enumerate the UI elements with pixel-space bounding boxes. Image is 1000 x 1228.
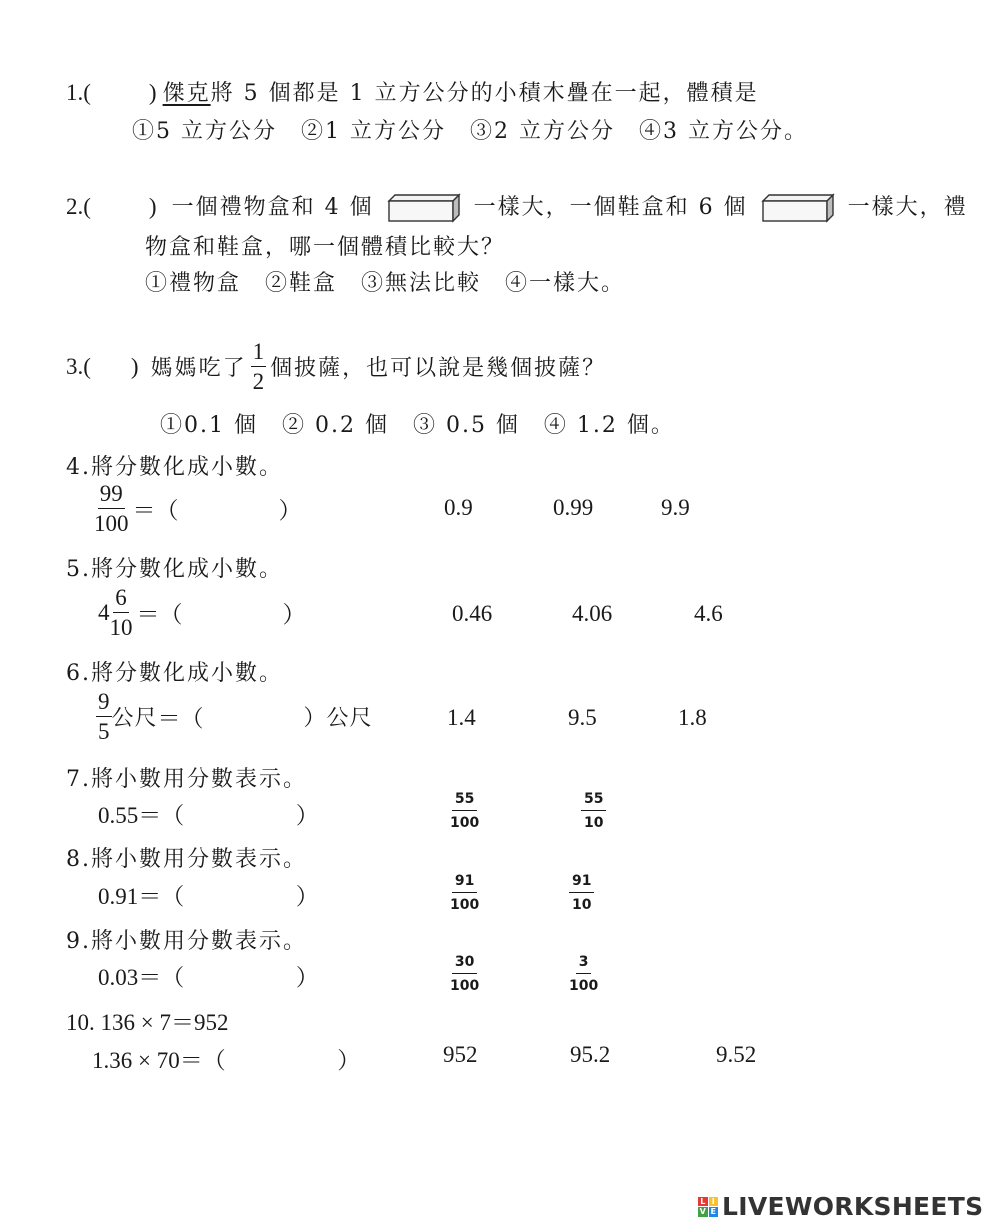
q4-expression xyxy=(94,482,302,535)
q3-line1 xyxy=(66,340,606,393)
liveworksheets-logo xyxy=(698,1192,983,1221)
q3-text-b: 個披薩，也可以說是幾個披薩？ xyxy=(270,356,607,381)
q6-choice-2[interactable]: 9.5 xyxy=(568,705,597,730)
q5-close: ） xyxy=(282,602,306,627)
q10-expr: 1.36 × 70＝（ xyxy=(92,1048,226,1073)
q3-text-a: 媽媽吃了 xyxy=(150,356,247,381)
q6-close: ）公尺 xyxy=(303,705,373,730)
q9-expression xyxy=(98,959,319,992)
q2-text-a: 一個禮物盒和 4 個 xyxy=(171,195,374,220)
q10-expression xyxy=(92,1042,360,1075)
q8-choice-1[interactable]: $\frac{91}{100}$ xyxy=(450,873,480,913)
q10-choice-1[interactable]: 952 xyxy=(443,1042,478,1067)
q2-number: 2.( xyxy=(66,194,91,219)
q2-line2: 物盒和鞋盒，哪一個體積比較大？ xyxy=(145,235,506,260)
q4-choice-1[interactable]: 0.9 xyxy=(444,495,473,520)
q5-expression xyxy=(98,586,306,639)
q6-expression xyxy=(96,690,373,743)
q10-choice-2[interactable]: 95.2 xyxy=(570,1042,611,1067)
q1-line1 xyxy=(66,76,759,107)
q6-fraction: $\frac{9}{5}$ xyxy=(98,689,110,744)
q7-choice-2[interactable]: $\frac{55}{10}$ xyxy=(581,792,606,830)
q4-choice-2[interactable]: 0.99 xyxy=(553,495,594,520)
q10-title: 10. 136 × 7＝952 xyxy=(66,1010,229,1035)
q1-options: ①5 立方公分 ②1 立方公分 ③2 立方公分 ④3 立方公分。 xyxy=(132,119,808,144)
q8-title: 8.將小數用分數表示。 xyxy=(66,847,307,872)
block-icon xyxy=(387,193,461,223)
q1-text: 將 5 個都是 1 立方公分的小積木疊在一起，體積是 xyxy=(210,81,759,106)
q3-close: ) xyxy=(130,353,139,379)
q7-title: 7.將小數用分數表示。 xyxy=(66,767,307,792)
q10-choice-3[interactable]: 9.52 xyxy=(716,1042,757,1067)
q1-number: 1.( xyxy=(66,80,91,105)
q5-title: 5.將分數化成小數。 xyxy=(66,557,283,582)
block-icon xyxy=(761,193,835,223)
q6-choice-3[interactable]: 1.8 xyxy=(678,705,707,730)
q5-whole: 4 xyxy=(98,599,110,625)
q1-close: ) xyxy=(148,80,157,105)
q4-equals: ＝（ xyxy=(132,498,179,523)
q1-name: 傑克 xyxy=(162,81,211,106)
q2-line1 xyxy=(66,190,968,223)
q9-expr: 0.03＝（ xyxy=(98,965,185,990)
q8-expression xyxy=(98,878,319,911)
q8-close: ） xyxy=(295,884,319,909)
q8-expr: 0.91＝（ xyxy=(98,884,185,909)
q4-title: 4.將分數化成小數。 xyxy=(66,455,283,480)
q5-choice-2[interactable]: 4.06 xyxy=(572,601,613,626)
q7-choice-1[interactable]: $\frac{55}{100}$ xyxy=(450,791,480,831)
brand-name: LIVEWORKSHEETS xyxy=(722,1192,984,1221)
q2-text-b: 一樣大，一個鞋盒和 6 個 xyxy=(473,195,748,220)
q5-choice-3[interactable]: 4.6 xyxy=(694,601,723,626)
q7-expr: 0.55＝（ xyxy=(98,803,185,828)
q2-options: ①禮物盒 ②鞋盒 ③無法比較 ④一樣大。 xyxy=(145,271,626,296)
liveworksheets-mark-icon: L I V E xyxy=(698,1197,718,1217)
q8-choice-2[interactable]: $\frac{91}{10}$ xyxy=(569,874,594,912)
q3-fraction: $\frac{1}{2}$ xyxy=(252,339,265,394)
q4-fraction: $\frac{99}{100}$ xyxy=(94,481,129,536)
q2-close: ) xyxy=(148,194,157,219)
q9-choice-2[interactable]: $\frac{3}{100}$ xyxy=(569,954,599,994)
q6-title: 6.將分數化成小數。 xyxy=(66,661,283,686)
q7-close: ） xyxy=(295,803,319,828)
q6-unit: 公尺 xyxy=(111,705,158,730)
q9-close: ） xyxy=(295,965,319,990)
q9-choice-1[interactable]: $\frac{30}{100}$ xyxy=(450,954,480,994)
q10-close: ） xyxy=(337,1048,361,1073)
q3-number: 3.( xyxy=(66,353,91,379)
q3-options: ①0.1 個 ② 0.2 個 ③ 0.5 個 ④ 1.2 個。 xyxy=(160,413,675,438)
q5-choice-1[interactable]: 0.46 xyxy=(452,601,493,626)
q9-title: 9.將小數用分數表示。 xyxy=(66,929,307,954)
q7-expression xyxy=(98,797,319,830)
q4-choice-3[interactable]: 9.9 xyxy=(661,495,690,520)
q4-close: ） xyxy=(278,498,302,523)
q6-choice-1[interactable]: 1.4 xyxy=(447,705,476,730)
q5-equals: ＝（ xyxy=(136,602,183,627)
q5-fraction: $\frac{6}{10}$ xyxy=(109,585,133,640)
q2-text-c: 一樣大，禮 xyxy=(847,195,968,220)
q6-equals: ＝（ xyxy=(157,706,204,731)
